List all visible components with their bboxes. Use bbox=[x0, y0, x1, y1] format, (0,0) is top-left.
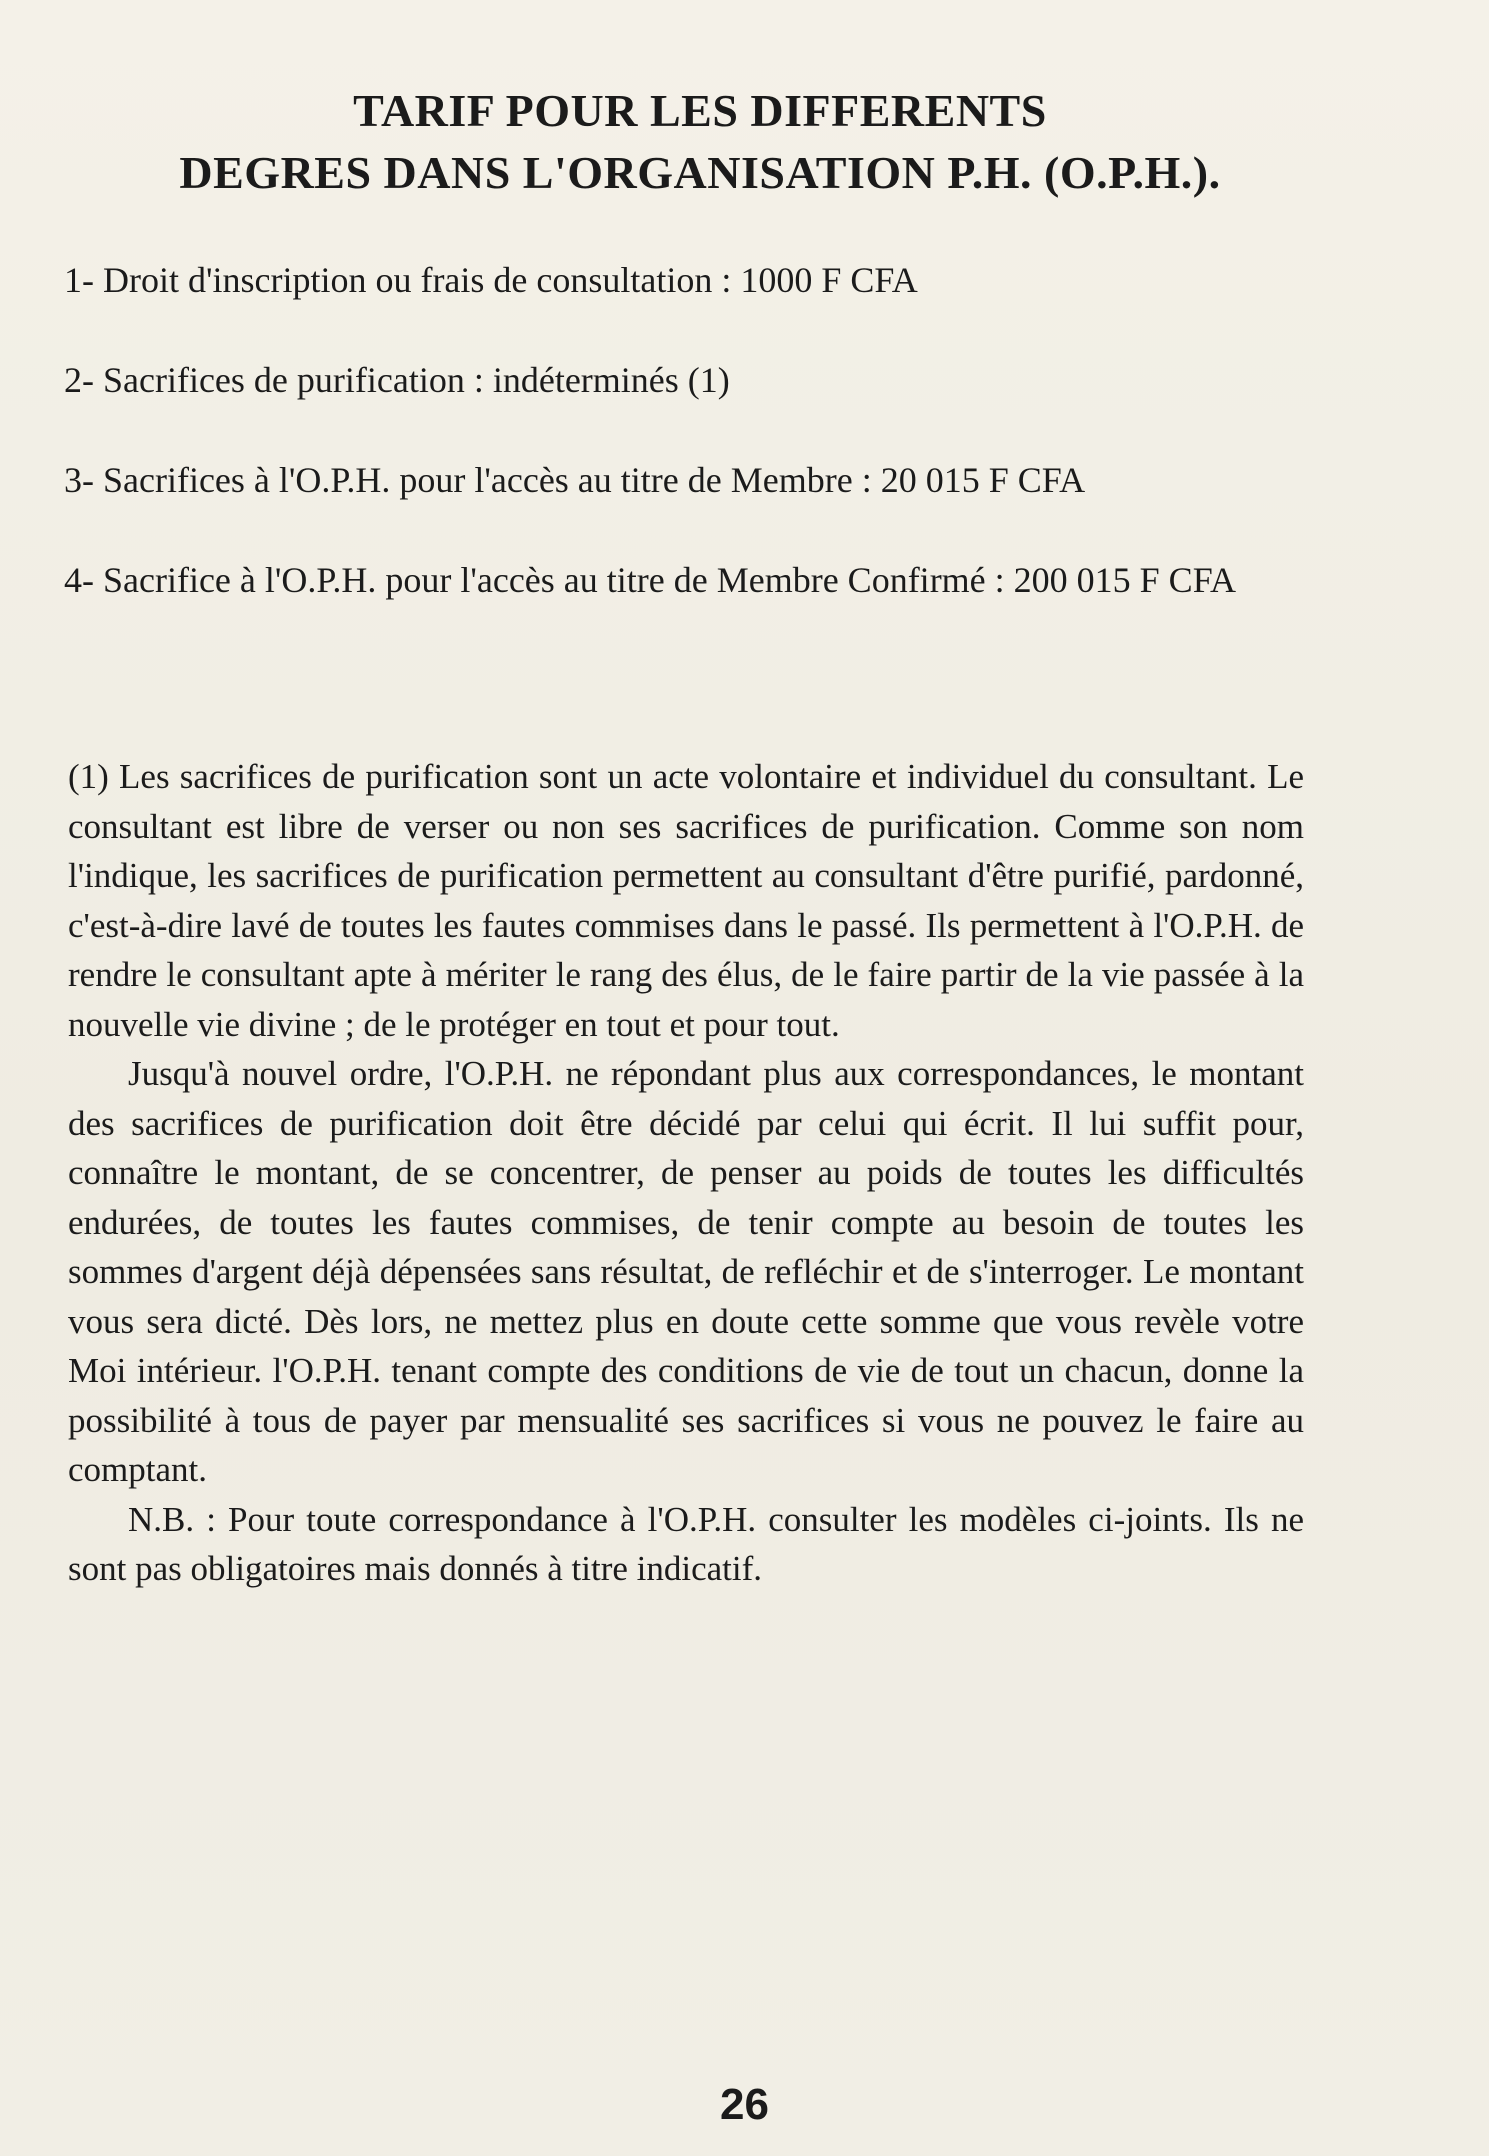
tariff-item-4: 4- Sacrifice à l'O.P.H. pour l'accès au titre de Membre Confirmé : 200 015 F CFA bbox=[64, 560, 1237, 600]
footnote-section bbox=[68, 752, 1304, 1594]
title-line-2: DEGRES DANS L'ORGANISATION P.H. (O.P.H.). bbox=[179, 147, 1221, 198]
footnote-paragraph-2: Jusqu'à nouvel ordre, l'O.P.H. ne répondant plus aux correspondances, le montant des sacrifices de purification doit être décidé par celui qui écrit. Il lui suffit pour, connaître le montant, de se concentrer, de penser au poids de toutes les difficultés endurées, de toutes les fautes commises, de tenir compte au besoin de toutes les sommes d'argent déjà dépensées sans résultat, de refléchir et de s'interroger. Le montant vous sera dicté. Dès lors, ne mettez plus en doute cette somme que vous revèle votre Moi intérieur. l'O.P.H. tenant compte des conditions de vie de tout un chacun, donne la possibilité à tous de payer par mensualité ses sacrifices si vous ne pouvez le faire au comptant. bbox=[68, 1054, 1304, 1489]
tariff-item-2: 2- Sacrifices de purification : indéterminés (1) bbox=[64, 360, 730, 400]
title-line-1: TARIF POUR LES DIFFERENTS bbox=[353, 85, 1047, 136]
footnote-paragraph-1: (1) Les sacrifices de purification sont un acte volontaire et individuel du consultant. Le consultant est libre de verser ou non ses sacrifices de purification. Comme son nom l'indique, les sacrifices de purification permettent au consultant d'être purifié, pardonné, c'est-à-dire lavé de toutes les fautes commises dans le passé. Ils permettent à l'O.P.H. de rendre le consultant apte à mériter le rang des élus, de le faire partir de la vie passée à la nouvelle vie divine ; de le protéger en tout et pour tout. bbox=[68, 757, 1304, 1044]
page-number: 26 bbox=[720, 2080, 769, 2129]
nb-paragraph: N.B. : Pour toute correspondance à l'O.P.H. consulter les modèles ci-joints. Ils ne sont pas obligatoires mais donnés à titre indicatif. bbox=[68, 1499, 1304, 1588]
tariff-item-3: 3- Sacrifices à l'O.P.H. pour l'accès au titre de Membre : 20 015 F CFA bbox=[64, 460, 1086, 500]
tariff-item-1: 1- Droit d'inscription ou frais de consultation : 1000 F CFA bbox=[64, 260, 918, 300]
tariff-list bbox=[64, 255, 1304, 655]
page-title bbox=[90, 80, 1310, 204]
